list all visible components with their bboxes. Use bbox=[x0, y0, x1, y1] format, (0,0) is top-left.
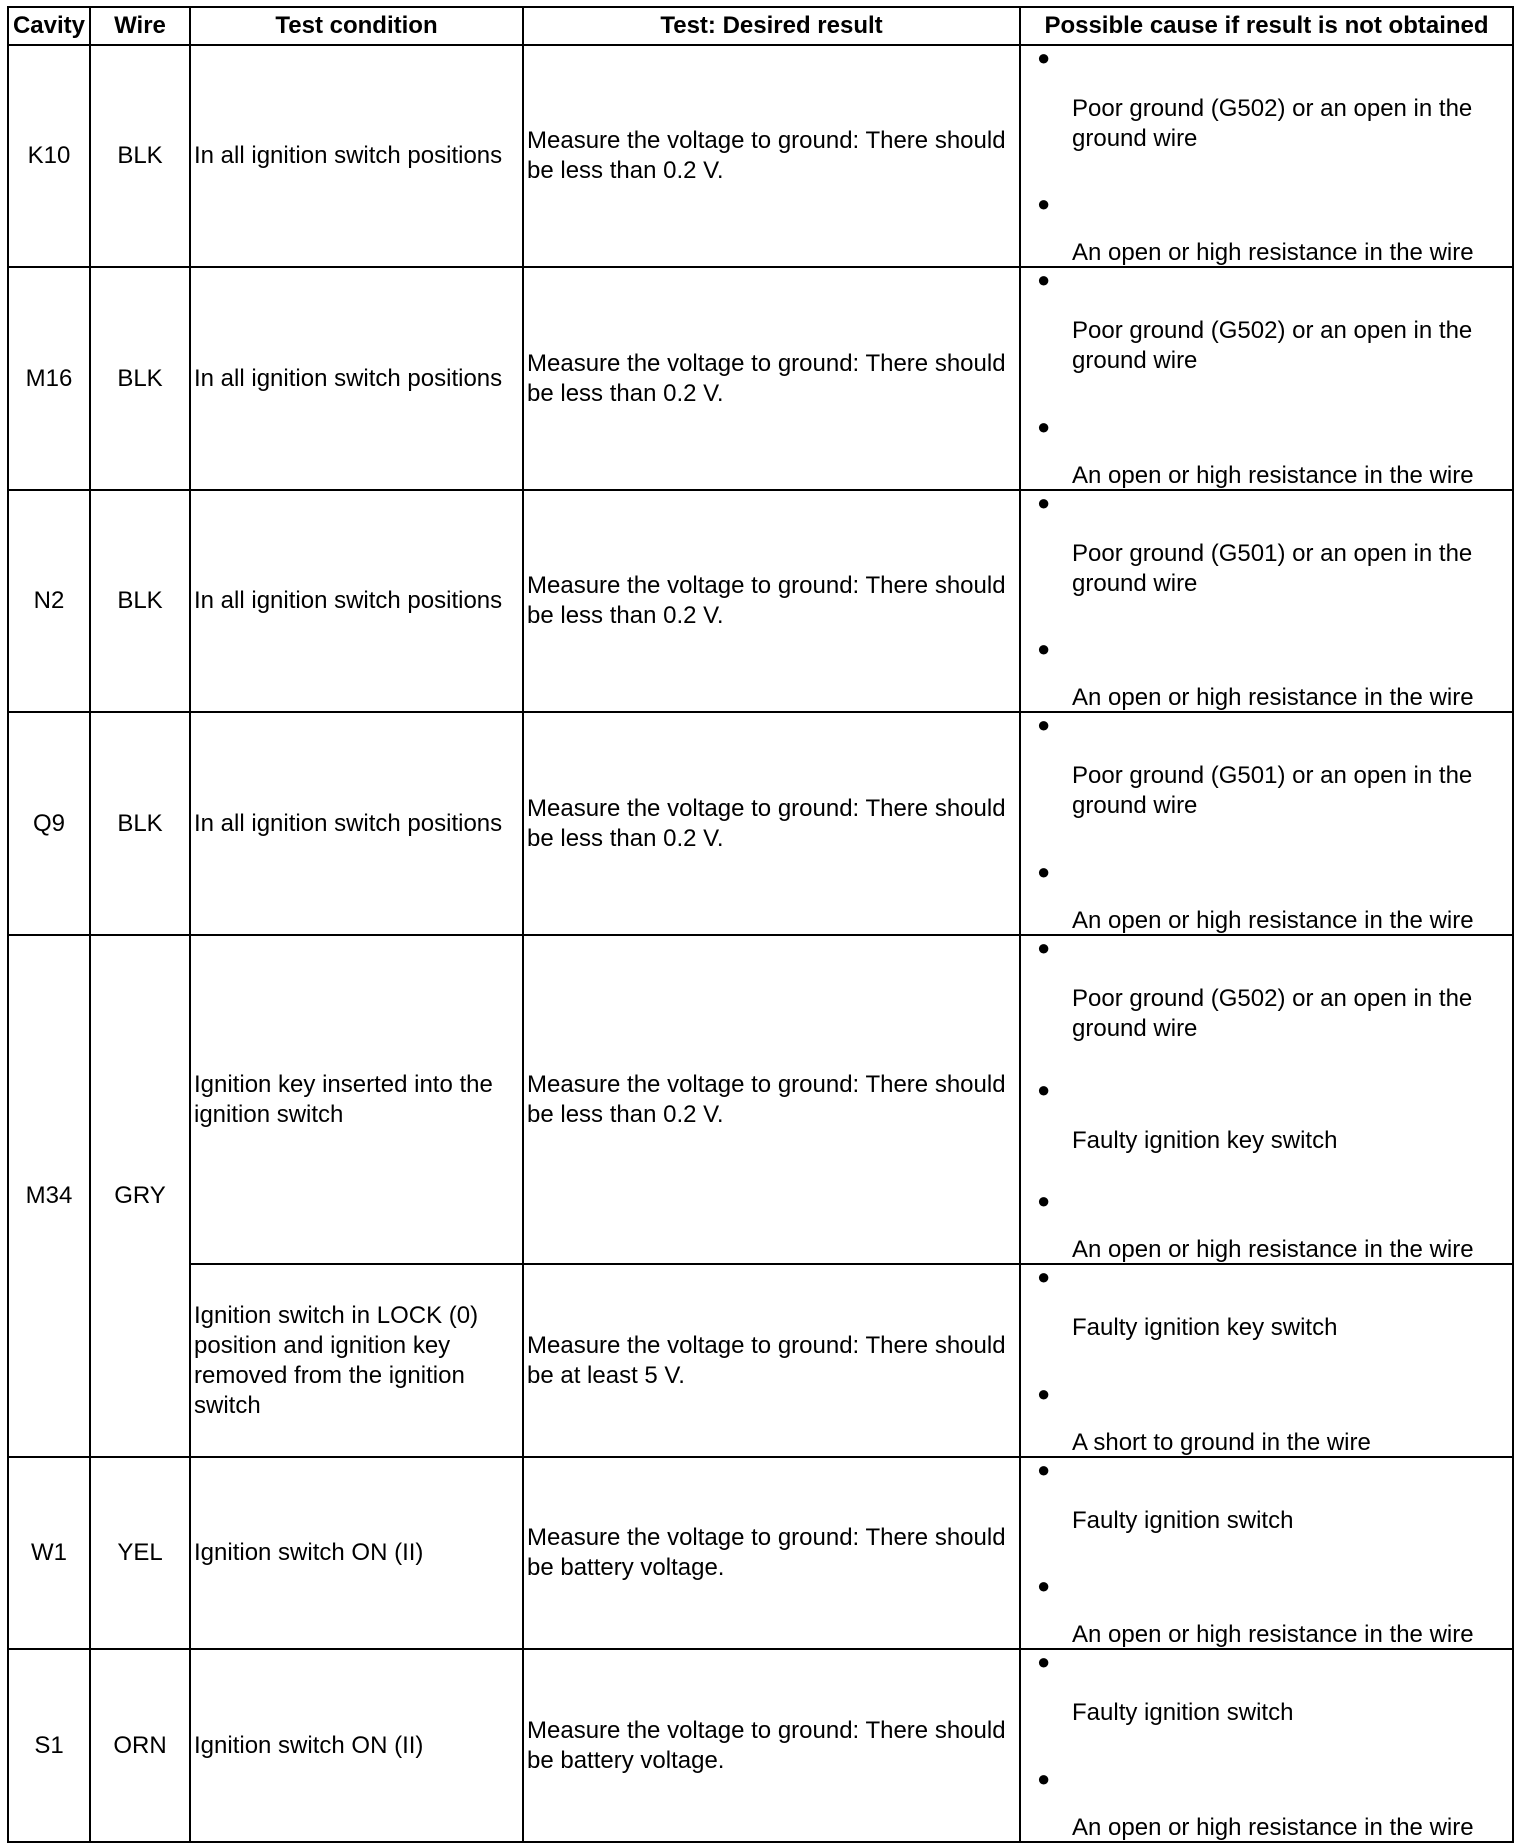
possible-cause-cell bbox=[1020, 267, 1513, 490]
cause-text: An open or high resistance in the wire bbox=[1072, 1814, 1474, 1841]
wire-color-cell: BLK bbox=[90, 490, 190, 712]
cause-list bbox=[1021, 713, 1512, 934]
table-row bbox=[8, 1457, 1513, 1649]
possible-cause-cell bbox=[1020, 1457, 1513, 1649]
cause-text: Faulty ignition key switch bbox=[1072, 1314, 1338, 1341]
table-row bbox=[8, 712, 1513, 935]
cause-text: An open or high resistance in the wire bbox=[1072, 1236, 1474, 1263]
cause-list bbox=[1021, 491, 1512, 711]
cause-item bbox=[1021, 1078, 1512, 1156]
cause-text: An open or high resistance in the wire bbox=[1072, 462, 1474, 489]
table-row bbox=[8, 45, 1513, 267]
header-row bbox=[8, 7, 1513, 45]
wire-color-cell: BLK bbox=[90, 45, 190, 267]
desired-result-cell: Measure the voltage to ground: There should be less than 0.2 V. bbox=[523, 490, 1020, 712]
possible-cause-cell bbox=[1020, 935, 1513, 1264]
wire-color-cell: GRY bbox=[90, 935, 190, 1457]
desired-result-cell: Measure the voltage to ground: There should be less than 0.2 V. bbox=[523, 267, 1020, 490]
cause-item bbox=[1021, 491, 1512, 599]
test-condition-cell: In all ignition switch positions bbox=[190, 712, 523, 935]
cause-item bbox=[1021, 860, 1512, 934]
wire-color-cell: YEL bbox=[90, 1457, 190, 1649]
bullet-icon: ● bbox=[1037, 191, 1051, 216]
wire-color-cell: BLK bbox=[90, 712, 190, 935]
header-cavity: Cavity bbox=[8, 7, 90, 45]
desired-result-cell: Measure the voltage to ground: There should be less than 0.2 V. bbox=[523, 935, 1020, 1264]
test-condition-cell: In all ignition switch positions bbox=[190, 267, 523, 490]
cause-item bbox=[1021, 46, 1512, 154]
cause-text: A short to ground in the wire bbox=[1072, 1429, 1371, 1456]
table-row bbox=[8, 490, 1513, 712]
bullet-icon: ● bbox=[1037, 1766, 1051, 1791]
bullet-icon: ● bbox=[1037, 1649, 1051, 1674]
bullet-icon: ● bbox=[1037, 45, 1051, 70]
test-condition-cell: Ignition key inserted into the ignition switch bbox=[190, 935, 523, 1264]
cause-text: Faulty ignition switch bbox=[1072, 1507, 1294, 1534]
cause-item bbox=[1021, 1382, 1512, 1456]
bullet-icon: ● bbox=[1037, 1188, 1051, 1213]
possible-cause-cell bbox=[1020, 1649, 1513, 1842]
cavity-cell: W1 bbox=[8, 1457, 90, 1649]
cavity-cell: S1 bbox=[8, 1649, 90, 1842]
header-desired-result: Test: Desired result bbox=[523, 7, 1020, 45]
desired-result-cell: Measure the voltage to ground: There should be battery voltage. bbox=[523, 1457, 1020, 1649]
cause-list bbox=[1021, 1650, 1512, 1841]
desired-result-cell: Measure the voltage to ground: There should be at least 5 V. bbox=[523, 1264, 1020, 1457]
test-condition-cell: Ignition switch ON (II) bbox=[190, 1457, 523, 1649]
cavity-cell: K10 bbox=[8, 45, 90, 267]
cause-item bbox=[1021, 192, 1512, 266]
test-condition-cell: Ignition switch ON (II) bbox=[190, 1649, 523, 1842]
possible-cause-cell bbox=[1020, 1264, 1513, 1457]
bullet-icon: ● bbox=[1037, 1264, 1051, 1289]
cause-text: An open or high resistance in the wire bbox=[1072, 239, 1474, 266]
wire-color-cell: BLK bbox=[90, 267, 190, 490]
desired-result-cell: Measure the voltage to ground: There should be less than 0.2 V. bbox=[523, 45, 1020, 267]
cause-text: Poor ground (G502) or an open in the ground wire bbox=[1072, 317, 1473, 374]
header-test-condition: Test condition bbox=[190, 7, 523, 45]
cause-item bbox=[1021, 1189, 1512, 1263]
bullet-icon: ● bbox=[1037, 414, 1051, 439]
table-body bbox=[8, 45, 1513, 1842]
cause-item bbox=[1021, 637, 1512, 711]
cause-text: Faulty ignition key switch bbox=[1072, 1126, 1338, 1154]
table-row bbox=[8, 935, 1513, 1264]
cause-list bbox=[1021, 268, 1512, 489]
possible-cause-cell bbox=[1020, 712, 1513, 935]
bullet-icon: ● bbox=[1037, 859, 1051, 884]
cause-list bbox=[1021, 936, 1512, 1263]
test-condition-cell: In all ignition switch positions bbox=[190, 490, 523, 712]
cause-text: Poor ground (G501) or an open in the ground wire bbox=[1072, 540, 1473, 597]
bullet-icon: ● bbox=[1037, 1573, 1051, 1598]
cause-text: Poor ground (G502) or an open in the ground wire bbox=[1072, 985, 1473, 1042]
cause-item bbox=[1021, 1767, 1512, 1841]
desired-result-cell: Measure the voltage to ground: There should be less than 0.2 V. bbox=[523, 712, 1020, 935]
test-condition-cell: Ignition switch in LOCK (0) position and ignition key removed from the ignition switch bbox=[190, 1264, 523, 1457]
table-row bbox=[8, 1264, 1513, 1457]
table-row bbox=[8, 1649, 1513, 1842]
bullet-icon: ● bbox=[1037, 935, 1051, 960]
cause-list bbox=[1021, 1458, 1512, 1648]
cause-list bbox=[1021, 1265, 1512, 1456]
cause-text: Faulty ignition switch bbox=[1072, 1699, 1294, 1726]
cause-item bbox=[1021, 268, 1512, 376]
cavity-cell: N2 bbox=[8, 490, 90, 712]
cause-item bbox=[1021, 1265, 1512, 1343]
bullet-icon: ● bbox=[1037, 1457, 1051, 1482]
bullet-icon: ● bbox=[1037, 267, 1051, 292]
wire-color-cell: ORN bbox=[90, 1649, 190, 1842]
cause-text: Poor ground (G502) or an open in the ground wire bbox=[1072, 95, 1473, 152]
bullet-icon: ● bbox=[1037, 712, 1051, 737]
test-table bbox=[7, 6, 1514, 1843]
table-row bbox=[8, 267, 1513, 490]
bullet-icon: ● bbox=[1037, 1076, 1051, 1102]
cavity-cell: Q9 bbox=[8, 712, 90, 935]
header-possible-cause: Possible cause if result is not obtained bbox=[1020, 7, 1513, 45]
cause-item bbox=[1021, 936, 1512, 1044]
bullet-icon: ● bbox=[1037, 490, 1051, 515]
cause-item bbox=[1021, 415, 1512, 489]
bullet-icon: ● bbox=[1037, 1381, 1051, 1406]
cause-item bbox=[1021, 1650, 1512, 1728]
possible-cause-cell bbox=[1020, 490, 1513, 712]
cavity-cell: M34 bbox=[8, 935, 90, 1457]
bullet-icon: ● bbox=[1037, 636, 1051, 661]
cause-item bbox=[1021, 713, 1512, 821]
cause-item bbox=[1021, 1574, 1512, 1648]
cause-text: An open or high resistance in the wire bbox=[1072, 684, 1474, 711]
cause-text: An open or high resistance in the wire bbox=[1072, 907, 1474, 934]
desired-result-cell: Measure the voltage to ground: There should be battery voltage. bbox=[523, 1649, 1020, 1842]
cause-list bbox=[1021, 46, 1512, 266]
cause-item bbox=[1021, 1458, 1512, 1536]
test-condition-cell: In all ignition switch positions bbox=[190, 45, 523, 267]
possible-cause-cell bbox=[1020, 45, 1513, 267]
header-wire: Wire bbox=[90, 7, 190, 45]
cavity-cell: M16 bbox=[8, 267, 90, 490]
test-table-container bbox=[7, 6, 1512, 1841]
cause-text: An open or high resistance in the wire bbox=[1072, 1621, 1474, 1648]
cause-text: Poor ground (G501) or an open in the ground wire bbox=[1072, 762, 1473, 819]
